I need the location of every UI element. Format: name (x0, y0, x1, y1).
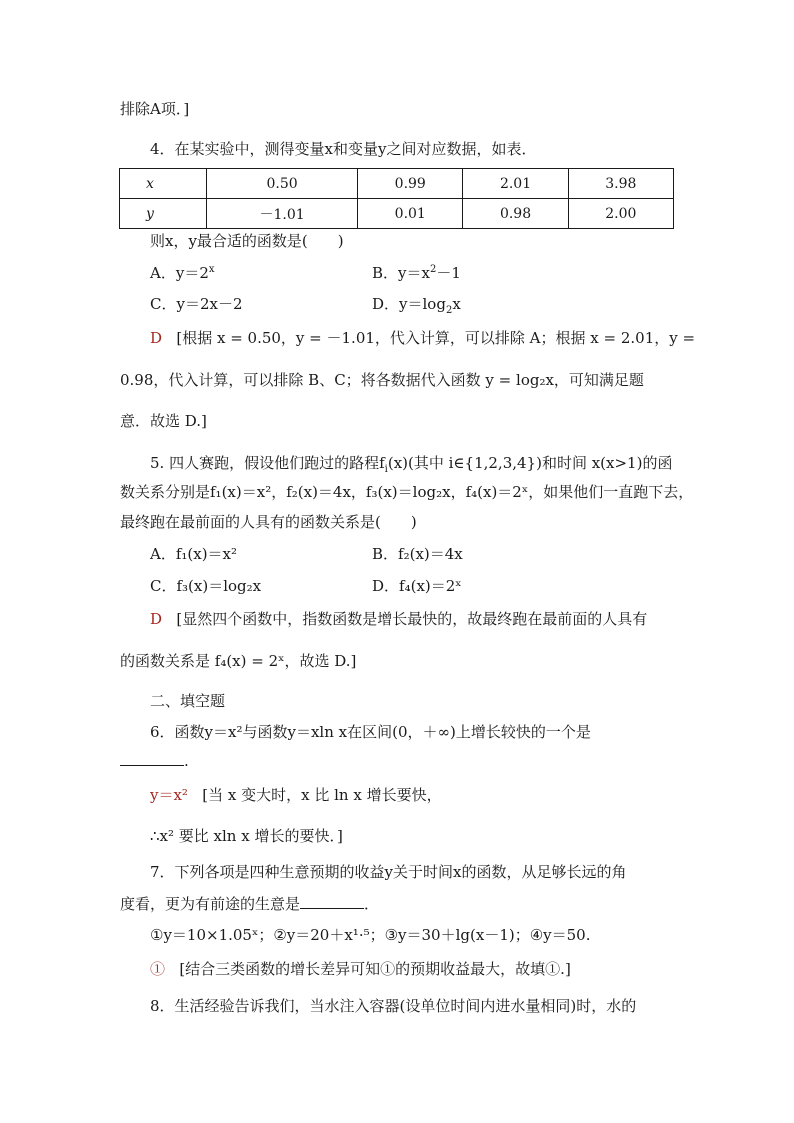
q8-stem: 8．生活经验告诉我们，当水注入容器(设单位时间内进水量相同)时，水的 (150, 997, 637, 1015)
q7-explanation: ① [结合三类函数的增长差异可知①的预期收益最大，故填①.] (150, 960, 571, 978)
q5-option-d: D．f₄(x)＝2ˣ (372, 577, 462, 595)
q5-stem-line1: 5. 四人赛跑，假设他们跑过的路程$f_i(x)$(其中 i∈{1,2,3,4})和时间 x(x>1)的函 (150, 454, 673, 475)
q4-explanation-line3: 意．故选 D.] (120, 412, 207, 430)
table-cell: 0.01 (358, 199, 463, 229)
q6-answer-blank: . (120, 750, 189, 772)
q5-option-c: C．f₃(x)＝log₂x (150, 577, 262, 595)
q4-option-d: D．$y=\log_2x$ (372, 295, 461, 316)
table-row-label: y (120, 199, 207, 229)
previous-answer-tail: 排除A项．] (120, 100, 190, 118)
q7-stem-line1: 7．下列各项是四种生意预期的收益y关于时间x的函数，从足够长远的角 (150, 863, 627, 881)
q5-option-a: A．f₁(x)＝x² (150, 545, 238, 563)
table-cell: 2.00 (568, 199, 673, 229)
q7-stem-line2: 度看，更为有前途的生意是 ． (120, 895, 380, 913)
q4-option-b: B．$y=x^2-1$ (372, 264, 461, 282)
q6-explanation: y＝x² [当 x 变大时，x 比 ln x 增长要快， (150, 786, 442, 804)
q4-option-a: A．$y=2^x$ (150, 264, 215, 282)
table-cell: 0.99 (358, 169, 463, 199)
q5-stem-line3: 最终跑在最前面的人具有的函数关系是( ) (120, 513, 417, 531)
q4-explanation-line2: 0.98，代入计算，可以排除 B、C；将各数据代入函数 y = log₂x，可知满足题 (120, 371, 644, 389)
q5-option-b: B．f₂(x)＝4x (372, 545, 463, 563)
q4-option-c: C．y＝2x－2 (150, 295, 243, 313)
q4-explanation: D [根据 x = 0.50，y = －1.01，代入计算，可以排除 A；根据 x = 2.01，y = (150, 329, 696, 347)
q6-explanation-line2: ∴x² 要比 xln x 增长的要快．] (150, 827, 343, 845)
q5-stem-line2: 数关系分别是f₁(x)＝x²，f₂(x)＝4x，f₃(x)＝log₂x，f₄(x)＝2ˣ，如果他们一直跑下去， (120, 483, 694, 501)
table-cell: 3.98 (568, 169, 673, 199)
q4-prompt: 则x，y最合适的函数是( ) (150, 232, 344, 250)
table-cell: 0.98 (463, 199, 568, 229)
q5-answer-letter: D (150, 610, 163, 628)
q7-answer: ① (150, 960, 166, 978)
q6-answer: y＝x² (150, 786, 188, 804)
q5-explanation: D [显然四个函数中，指数函数是增长最快的，故最终跑在最前面的人具有 (150, 610, 648, 628)
q6-stem: 6．函数y＝x²与函数y＝xln x在区间(0，＋∞)上增长较快的一个是 (150, 723, 591, 741)
table-row-y (120, 199, 674, 229)
q4-data-table (119, 168, 674, 229)
table-row-label: x (120, 169, 207, 199)
q7-items: ①y＝10×1.05ˣ；②y＝20＋x¹·⁵；③y＝30＋lg(x－1)；④y＝50. (150, 926, 591, 944)
q4-stem: 4．在某实验中，测得变量x和变量y之间对应数据，如表． (150, 140, 537, 158)
q5-explanation-line2: 的函数关系是 f₄(x) = 2ˣ，故选 D.] (120, 652, 357, 670)
q4-answer-letter: D (150, 329, 163, 347)
table-row-x (120, 169, 674, 199)
table-cell: 0.50 (207, 169, 358, 199)
section-title: 二、填空题 (150, 692, 226, 710)
table-cell: 2.01 (463, 169, 568, 199)
table-cell: －1.01 (207, 199, 358, 229)
